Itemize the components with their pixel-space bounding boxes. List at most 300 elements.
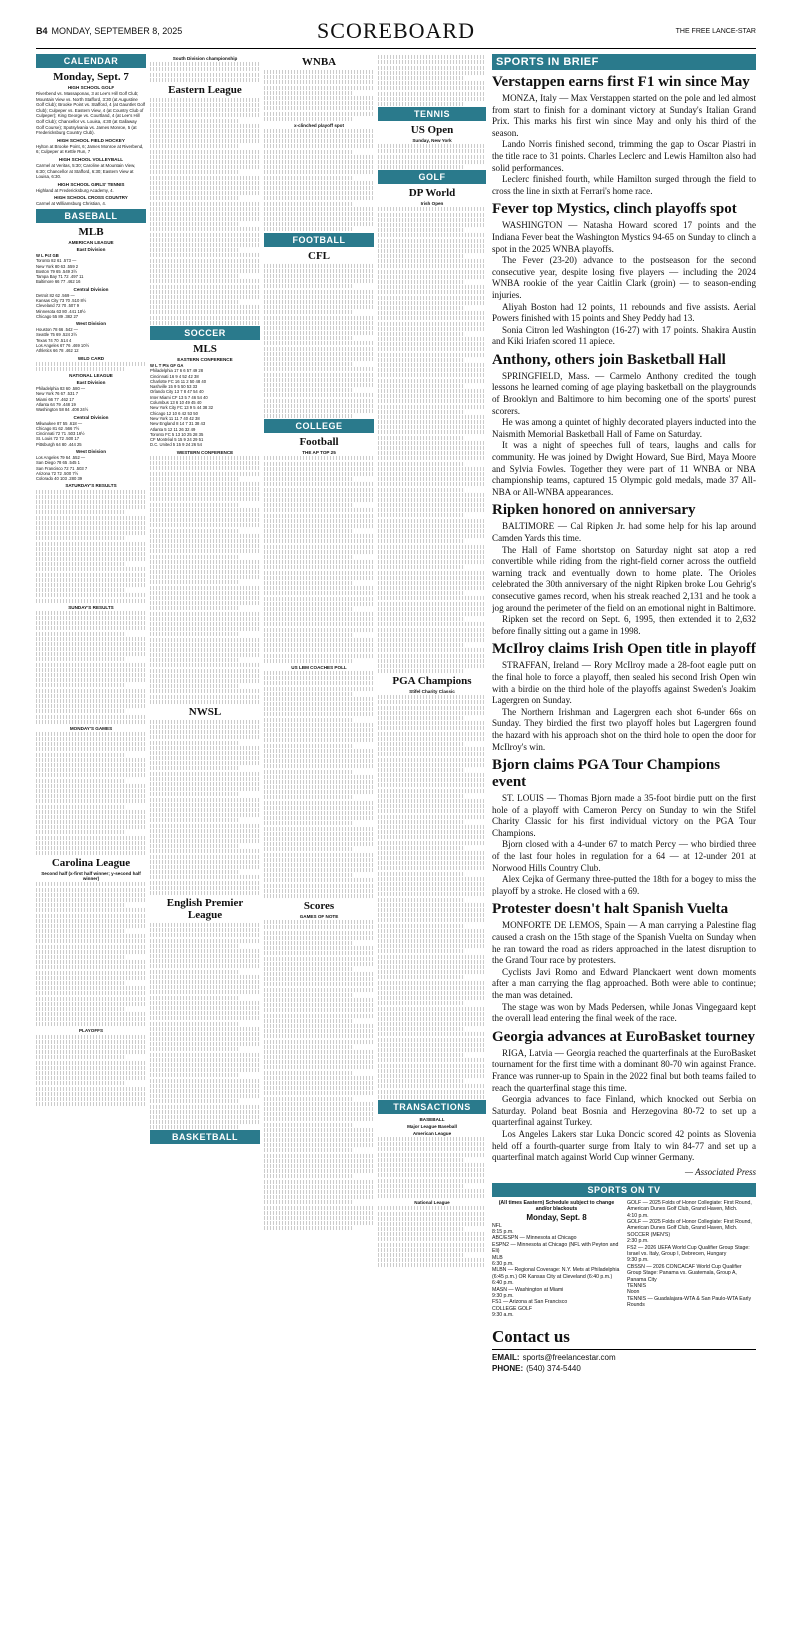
agate-line <box>264 936 374 940</box>
agate-line <box>378 815 486 819</box>
agate-line <box>264 1060 374 1064</box>
agate-line <box>378 144 486 148</box>
agate-line <box>378 835 486 839</box>
agate-line <box>150 508 260 512</box>
agate-line <box>378 467 486 471</box>
agate-line <box>150 1110 260 1114</box>
agate-line <box>36 945 146 949</box>
agate-line <box>264 837 374 841</box>
agate-line <box>378 571 486 575</box>
story-headline: Fever top Mystics, clinch playoffs spot <box>492 201 737 218</box>
agate-line <box>150 782 260 786</box>
agate-line <box>378 1263 486 1267</box>
agate-line <box>36 732 146 736</box>
agate-line <box>264 207 374 211</box>
agate-line <box>264 482 374 486</box>
agate-line <box>36 1045 146 1049</box>
agate-line <box>36 965 146 969</box>
agate-line <box>36 825 146 829</box>
agate-line <box>150 954 260 958</box>
agate-line <box>150 67 260 71</box>
agate-line <box>264 681 374 685</box>
agate-line <box>150 808 260 812</box>
agate-line <box>264 86 374 90</box>
agate-line <box>36 939 146 943</box>
agate-line <box>264 1128 374 1132</box>
agate-line <box>150 606 238 610</box>
agate-line <box>264 539 374 543</box>
agate-line <box>264 362 352 366</box>
agate-line <box>150 1073 238 1077</box>
agate-line <box>378 892 486 896</box>
agate-line <box>150 321 260 325</box>
agate-line <box>378 254 464 258</box>
agate-line <box>378 285 486 289</box>
agate-line <box>150 170 238 174</box>
agate-line <box>378 866 486 870</box>
agate-line <box>150 580 238 584</box>
agate-line <box>36 495 146 499</box>
agate-line <box>36 557 146 561</box>
agate-line <box>378 586 486 590</box>
filler-block <box>150 98 260 325</box>
agate-line <box>264 545 374 549</box>
agate-line <box>150 695 260 699</box>
story-paragraph: Sonia Citron led Washington (16-27) with 17 points. Shakira Austin and Kiki Iriafen scored 11 apiece. <box>492 324 756 347</box>
agate-line <box>378 462 464 466</box>
agate-line <box>36 794 146 798</box>
agate-line <box>378 327 486 331</box>
agate-line <box>36 981 124 985</box>
agate-line <box>378 1012 486 1016</box>
agate-line <box>36 536 124 540</box>
stifel-head: Stifel Charity Classic <box>409 689 455 695</box>
tv-listing-line: ESPN2 — Minnesota at Chicago (NFL with Peyton and Eli) <box>492 1241 619 1255</box>
agate-line <box>36 562 124 566</box>
agate-line <box>264 1024 374 1028</box>
agate-line <box>378 638 486 642</box>
agate-line <box>378 311 486 315</box>
tv-col-right <box>627 1200 756 1319</box>
agate-line <box>36 632 124 636</box>
agate-line <box>264 1102 374 1106</box>
agate-line <box>264 1123 352 1127</box>
trans-nl: National League <box>414 1200 450 1206</box>
agate-line <box>264 1190 374 1194</box>
agate-line <box>378 1032 486 1036</box>
agate-line <box>264 529 352 533</box>
agate-line <box>264 477 352 481</box>
agate-line <box>264 581 352 585</box>
tv-listing-line: 9:30 p.m. <box>627 1257 649 1264</box>
agate-line <box>378 1074 486 1078</box>
sports-on-tv-bar: SPORTS ON TV <box>492 1183 756 1197</box>
agate-line <box>150 746 260 750</box>
email-link[interactable]: sports@freelancestar.com <box>522 1352 616 1362</box>
agate-line <box>378 1206 486 1210</box>
agate-line <box>378 1173 486 1177</box>
agate-line <box>150 285 260 289</box>
agate-line <box>150 886 260 890</box>
standings-row: Los Angeles 67 76 .469 10½ <box>36 343 90 349</box>
agate-line <box>264 399 374 403</box>
agate-line <box>264 744 352 748</box>
agate-line <box>150 617 260 621</box>
agate-line <box>264 1091 374 1095</box>
agate-line <box>378 389 486 393</box>
agate-line <box>378 648 486 652</box>
agate-line <box>36 1017 146 1021</box>
standings-row: Boston 79 65 .549 3½ <box>36 268 77 274</box>
agate-line <box>150 975 260 979</box>
agate-line <box>150 482 260 486</box>
agate-line <box>36 1087 146 1091</box>
agate-line <box>378 700 486 704</box>
agate-line <box>264 612 374 616</box>
agate-line <box>378 1212 486 1216</box>
story-paragraph: It was a night of speeches full of tears, laughs and calls for community. He was joined by Dwight Howard, Sue Bird, Maya Moore and Sylvia Fowles. Together they were part of 11 WNBA or NBA championship teams, captured 15 Olympic gold medals, made 37 All-NBA or All-WNBA appearances. <box>492 440 756 497</box>
agate-line <box>150 891 260 895</box>
agate-line <box>150 108 260 112</box>
trans-mlb: Major League Baseball <box>407 1123 457 1129</box>
agate-line <box>36 1055 124 1059</box>
agate-line <box>264 1138 374 1142</box>
agate-line <box>150 849 260 853</box>
transactions-bar: TRANSACTIONS <box>378 1100 486 1114</box>
agate-line <box>264 191 374 195</box>
agate-line <box>264 134 374 138</box>
agate-line <box>150 741 238 745</box>
tv-listing-line: FS1 — Arizona at San Francisco <box>492 1299 568 1306</box>
agate-line <box>264 1081 374 1085</box>
agate-line <box>264 1055 374 1059</box>
agate-line <box>36 950 146 954</box>
agate-line <box>378 55 486 59</box>
agate-line <box>150 62 260 66</box>
page-label: B4 <box>36 26 48 36</box>
agate-line <box>150 1105 260 1109</box>
agate-line <box>264 993 352 997</box>
mls-head: MLS <box>193 343 217 355</box>
agate-line <box>378 244 486 248</box>
agate-line <box>264 591 374 595</box>
al-central-list <box>36 293 146 319</box>
agate-line <box>378 425 486 429</box>
agate-line <box>264 733 374 737</box>
standings-row: Cincinnati 16 9 4 52 42 38 <box>150 373 199 379</box>
agate-line <box>264 718 352 722</box>
agate-line <box>264 1107 374 1111</box>
agate-line <box>378 861 486 865</box>
agate-line <box>378 908 486 912</box>
agate-line <box>150 176 260 180</box>
agate-line <box>36 699 146 703</box>
agate-line <box>36 642 146 646</box>
agate-line <box>378 233 486 237</box>
agate-line <box>264 217 374 221</box>
agate-line <box>378 332 464 336</box>
agate-line <box>150 295 260 299</box>
agate-line <box>264 967 352 971</box>
agate-line <box>150 222 238 226</box>
agate-line <box>36 652 146 656</box>
agate-line <box>264 150 352 154</box>
story-headline: Georgia advances at EuroBasket tourney <box>492 1028 756 1045</box>
agate-line <box>264 785 374 789</box>
story-headline: McIlroy claims Irish Open title in playoff <box>492 641 756 658</box>
agate-line <box>378 1007 486 1011</box>
agate-line <box>264 388 352 392</box>
tv-date: Monday, Sept. 8 <box>526 1212 587 1222</box>
agate-line <box>150 305 260 309</box>
agate-line <box>150 813 260 817</box>
agate-line <box>378 92 486 96</box>
agate-line <box>264 847 352 851</box>
agate-line <box>150 523 260 527</box>
story-paragraph: MONZA, Italy — Max Verstappen started on the pole and led almost from start to finish for a dominant victory at Sunday's Italian Grand Prix. This marks his first win since May and only his third of the season. <box>492 93 756 138</box>
agate-line <box>264 80 374 84</box>
story-paragraph: RIGA, Latvia — Georgia reached the quarterfinals at the EuroBasket tournament for the first time with a dominant 80-70 win against France. France was runner-up to Spain in the 2022 final but both teams failed to reach the quarterfinal stage this time. <box>492 1047 756 1093</box>
agate-line <box>378 944 486 948</box>
agate-line <box>378 306 464 310</box>
filler-block <box>264 456 374 662</box>
agate-line <box>378 213 486 217</box>
epl-head: English Premier League <box>166 896 244 921</box>
agate-line <box>264 383 374 387</box>
agate-line <box>378 441 486 445</box>
story-paragraph: MONFORTE DE LEMOS, Spain — A man carrying a Palestine flag caused a crash on the 15th stage of the Spanish Vuelta on Sunday when he ran toward the road as riders approached in the latest disruption to the Grand Tour race by protesters. <box>492 920 756 966</box>
agate-line <box>150 860 260 864</box>
standings-row: CF Montréal 5 15 9 24 29 51 <box>150 437 204 443</box>
standings-row: Orlando City 13 7 8 47 54 40 <box>150 389 204 395</box>
agate-line <box>264 638 374 642</box>
agate-line <box>378 617 464 621</box>
agate-line <box>150 1027 260 1031</box>
agate-line <box>264 1159 374 1163</box>
story-paragraph: Los Angeles Lakers star Luka Doncic scored 42 points as Slovenia held off a fourth-quarter surge from Italy to win 84-77 and set up a quarterfinal match against World Cup winner Germany. <box>492 1128 756 1163</box>
agate-line <box>264 1226 352 1230</box>
agate-line <box>264 633 352 637</box>
agate-line <box>36 1097 146 1101</box>
agate-line <box>150 290 260 294</box>
agate-line <box>150 466 260 470</box>
agate-line <box>378 1153 486 1157</box>
agate-line <box>378 534 486 538</box>
agate-line <box>378 726 486 730</box>
pga-champions-head: PGA Champions <box>392 675 472 688</box>
agate-line <box>378 752 486 756</box>
standings-row: Arizona 72 72 .500 7½ <box>36 470 79 476</box>
agate-line <box>378 1163 486 1167</box>
agate-line <box>378 1048 486 1052</box>
standings-row: Atlanta 64 79 .448 19 <box>36 401 76 407</box>
agate-line <box>264 1221 374 1225</box>
agate-line <box>36 1092 146 1096</box>
agate-line <box>378 86 486 90</box>
agate-line <box>36 626 146 630</box>
agate-line <box>36 1050 146 1054</box>
agate-line <box>36 1081 124 1085</box>
agate-line <box>264 770 352 774</box>
us-open-sub: Sunday, New York <box>412 138 452 144</box>
agate-line <box>36 1061 146 1065</box>
standings-row: Nashville 15 9 5 50 53 33 <box>150 384 198 390</box>
agate-line <box>36 976 146 980</box>
agate-line <box>150 777 260 781</box>
agate-line <box>264 889 374 893</box>
standings-row: Baltimore 66 77 .462 16 <box>36 279 81 285</box>
filler-block <box>36 1035 146 1106</box>
agate-line <box>378 669 464 673</box>
standings-row: New York 80 63 .559 2 <box>36 263 79 269</box>
agate-line <box>264 607 352 611</box>
standings-row: Seattle 75 69 .524 2½ <box>36 332 77 338</box>
agate-line <box>378 165 464 169</box>
al-wildcard-head: WILD CARD <box>77 355 105 361</box>
agate-line <box>150 591 260 595</box>
agate-line <box>378 477 486 481</box>
agate-line <box>264 816 374 820</box>
standings-row: New York 11 11 7 40 42 38 <box>150 415 200 421</box>
agate-line <box>264 75 374 79</box>
agate-line <box>264 331 374 335</box>
hs-girls-tennis-head: HIGH SCHOOL GIRLS' TENNIS <box>57 181 125 187</box>
ap-credit: — Associated Press <box>685 1166 756 1177</box>
agate-line <box>378 1069 486 1073</box>
standings-row: Chicago 55 89 .382 27 <box>36 313 79 319</box>
agate-line <box>378 633 486 637</box>
agate-line <box>264 70 374 74</box>
story-paragraph: Leclerc finished fourth, while Hamilton surged through the field to cross the line in sixth at Ferrari's home race. <box>492 174 756 196</box>
story-paragraph: Aliyah Boston had 12 points, 11 rebounds and five assists. Aerial Powers finished with 15 points and Shey Peddy had 13. <box>492 301 756 324</box>
hs-volleyball-text: Carmel at Veritas, 5:30; Caroline at Mountain View, 6:30; Chancellor at Stafford, 6:30; Eastern View at Louisa, 6:30. <box>36 162 136 180</box>
agate-line <box>264 878 374 882</box>
agate-line <box>150 689 260 693</box>
tv-listing-line: MASN — Washington at Miami <box>492 1286 564 1293</box>
agate-line <box>36 578 146 582</box>
filler-block <box>378 1137 486 1198</box>
agate-line <box>264 1195 374 1199</box>
hs-field-hockey-head: HIGH SCHOOL FIELD HOCKEY <box>57 137 125 143</box>
agate-line <box>378 955 486 959</box>
agate-line <box>378 1142 486 1146</box>
agate-line <box>36 673 146 677</box>
agate-line <box>150 730 260 734</box>
agate-line <box>150 638 260 642</box>
agate-line <box>264 676 374 680</box>
agate-line <box>378 503 486 507</box>
agate-line <box>36 955 124 959</box>
agate-line <box>264 202 352 206</box>
nl-west-list <box>36 455 146 481</box>
agate-line <box>36 830 124 834</box>
agate-line <box>150 134 260 138</box>
agate-line <box>264 508 374 512</box>
agate-line <box>378 737 486 741</box>
standings-row: Colorado 40 103 .280 39 <box>36 476 83 482</box>
agate-line <box>378 488 464 492</box>
agate-line <box>378 1217 486 1221</box>
agate-line <box>378 337 486 341</box>
agate-line <box>264 1117 374 1121</box>
agate-line <box>378 846 464 850</box>
agate-line <box>150 824 260 828</box>
tv-listing-line: 9:30 a.m. <box>492 1312 514 1319</box>
agate-line <box>36 997 146 1001</box>
agate-line <box>378 1084 486 1088</box>
agate-line <box>378 508 486 512</box>
agate-line <box>150 1037 260 1041</box>
agate-line <box>36 898 146 902</box>
agate-line <box>378 1137 486 1141</box>
agate-line <box>150 1011 260 1015</box>
agate-line <box>150 1115 260 1119</box>
agate-line <box>150 944 238 948</box>
agate-line <box>264 1065 374 1069</box>
agate-line <box>264 1164 374 1168</box>
agate-line <box>264 493 374 497</box>
story-headline: Ripken honored on anniversary <box>492 502 696 519</box>
agate-line <box>36 510 124 514</box>
agate-line <box>264 414 352 418</box>
agate-line <box>264 456 374 460</box>
agate-line <box>378 1194 486 1198</box>
agate-line <box>150 865 260 869</box>
filler-block <box>378 144 486 169</box>
agate-line <box>378 887 486 891</box>
agate-line <box>378 1017 486 1021</box>
agate-line <box>264 310 352 314</box>
agate-line <box>36 903 124 907</box>
agate-line <box>36 704 146 708</box>
agate-line <box>264 648 374 652</box>
agate-line <box>150 1079 260 1083</box>
agate-line <box>150 1084 260 1088</box>
agate-line <box>264 1148 352 1152</box>
agate-line <box>36 720 146 724</box>
standings-row: Detroit 82 62 .569 — <box>36 292 75 298</box>
agate-line <box>264 827 374 831</box>
agate-line <box>378 934 486 938</box>
agate-line <box>36 846 146 850</box>
filler-block <box>264 264 374 418</box>
agate-line <box>150 663 260 667</box>
agate-line <box>378 924 464 928</box>
agate-line <box>264 129 374 133</box>
standings-row: Cincinnati 72 71 .503 16½ <box>36 431 85 437</box>
tv-listing-line: COLLEGE GOLF <box>492 1305 533 1312</box>
agate-line <box>150 839 260 843</box>
agate-line <box>36 815 146 819</box>
agate-line <box>378 394 486 398</box>
agate-line <box>150 565 260 569</box>
mondays-games-head: MONDAY'S GAMES <box>69 725 113 731</box>
agate-line <box>36 583 146 587</box>
agate-line <box>150 555 238 559</box>
agate-line <box>264 91 352 95</box>
dp-world-head: DP World <box>408 187 456 200</box>
tv-listing-line: SOCCER (MEN'S) <box>627 1231 671 1238</box>
agate-line <box>378 659 486 663</box>
agate-line <box>150 103 260 107</box>
agate-line <box>150 1094 260 1098</box>
agate-line <box>264 524 374 528</box>
standings-row: New England 8 14 7 31 38 43 <box>150 421 206 427</box>
agate-line <box>150 248 238 252</box>
standings-row: Philadelphia 83 60 .580 — <box>36 386 86 392</box>
contact-email <box>492 1353 756 1362</box>
playoffs-head: PLAYOFFS <box>78 1028 104 1034</box>
